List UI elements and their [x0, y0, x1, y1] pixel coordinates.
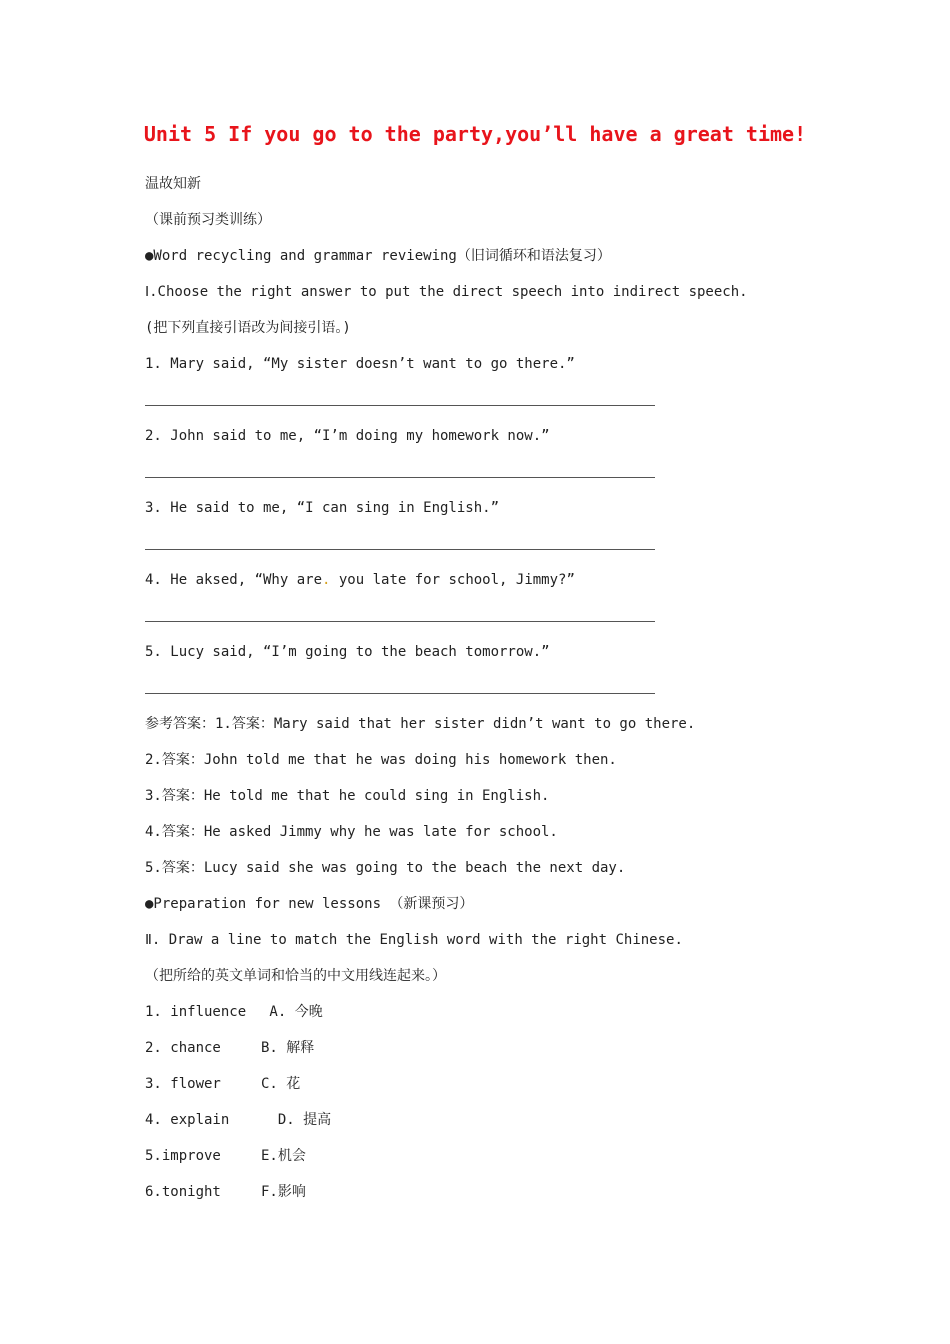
match-english[interactable]: 1. influence	[145, 1004, 247, 1020]
answer-key-5: 5.答案：Lucy said she was going to the beach the next day.	[145, 860, 626, 876]
match-english[interactable]: 5.improve	[145, 1148, 221, 1164]
question-4	[145, 570, 575, 590]
section-review-heading: 温故知新	[145, 176, 201, 192]
question-5: 5. Lucy said, “I’m going to the beach tomorrow.”	[145, 644, 550, 660]
answer-blank-5[interactable]	[145, 693, 655, 694]
match-english[interactable]: 4. explain	[145, 1112, 230, 1128]
answer-key-1: 参考答案：1.答案：Mary said that her sister didn’t want to go there.	[145, 716, 696, 732]
question-4-end: you late for school, Jimmy?”	[330, 572, 575, 588]
match-item-1	[145, 1002, 323, 1022]
question-4-start: 4. He aksed, “Why are	[145, 572, 323, 588]
answer-blank-1[interactable]	[145, 405, 655, 406]
match-item-5	[145, 1146, 306, 1166]
match-item-3	[145, 1074, 300, 1094]
question-1: 1. Mary said, “My sister doesn’t want to go there.”	[145, 356, 575, 372]
highlight-dot: .	[322, 572, 331, 588]
answer-key-2: 2.答案：John told me that he was doing his homework then.	[145, 752, 617, 768]
part2-instruction: Ⅱ. Draw a line to match the English word with the right Chinese.	[145, 932, 683, 948]
word-recycling-heading: ●Word recycling and grammar reviewing（旧词循环和语法复习）	[145, 248, 611, 264]
preparation-heading: ●Preparation for new lessons （新课预习）	[145, 896, 474, 912]
match-chinese[interactable]: F.影响	[261, 1184, 306, 1200]
match-chinese[interactable]: D. 提高	[261, 1112, 332, 1128]
match-english[interactable]: 6.tonight	[145, 1184, 221, 1200]
match-english[interactable]: 2. chance	[145, 1040, 221, 1056]
part1-instruction: Ⅰ.Choose the right answer to put the direct speech into indirect speech.	[145, 284, 748, 300]
question-3: 3. He said to me, “I can sing in English.”	[145, 500, 500, 516]
match-item-2	[145, 1038, 314, 1058]
part1-instruction-cn: (把下列直接引语改为间接引语。)	[145, 320, 351, 336]
match-chinese[interactable]: A. 今晚	[261, 1004, 323, 1020]
question-2: 2. John said to me, “I’m doing my homework now.”	[145, 428, 550, 444]
answer-key-4: 4.答案：He asked Jimmy why he was late for school.	[145, 824, 558, 840]
answer-key-3: 3.答案：He told me that he could sing in English.	[145, 788, 550, 804]
section-review-subheading: （课前预习类训练）	[145, 212, 271, 228]
match-english[interactable]: 3. flower	[145, 1076, 221, 1092]
match-chinese[interactable]: C. 花	[261, 1076, 301, 1092]
answer-blank-2[interactable]	[145, 477, 655, 478]
match-item-6	[145, 1182, 306, 1202]
part2-instruction-cn: （把所给的英文单词和恰当的中文用线连起来。）	[145, 968, 446, 984]
match-chinese[interactable]: B. 解释	[261, 1040, 315, 1056]
match-chinese[interactable]: E.机会	[261, 1148, 306, 1164]
match-item-4	[145, 1110, 331, 1130]
answer-blank-4[interactable]	[145, 621, 655, 622]
answer-blank-3[interactable]	[145, 549, 655, 550]
page-title: Unit 5 If you go to the party,you’ll have a great time!	[143, 122, 807, 146]
